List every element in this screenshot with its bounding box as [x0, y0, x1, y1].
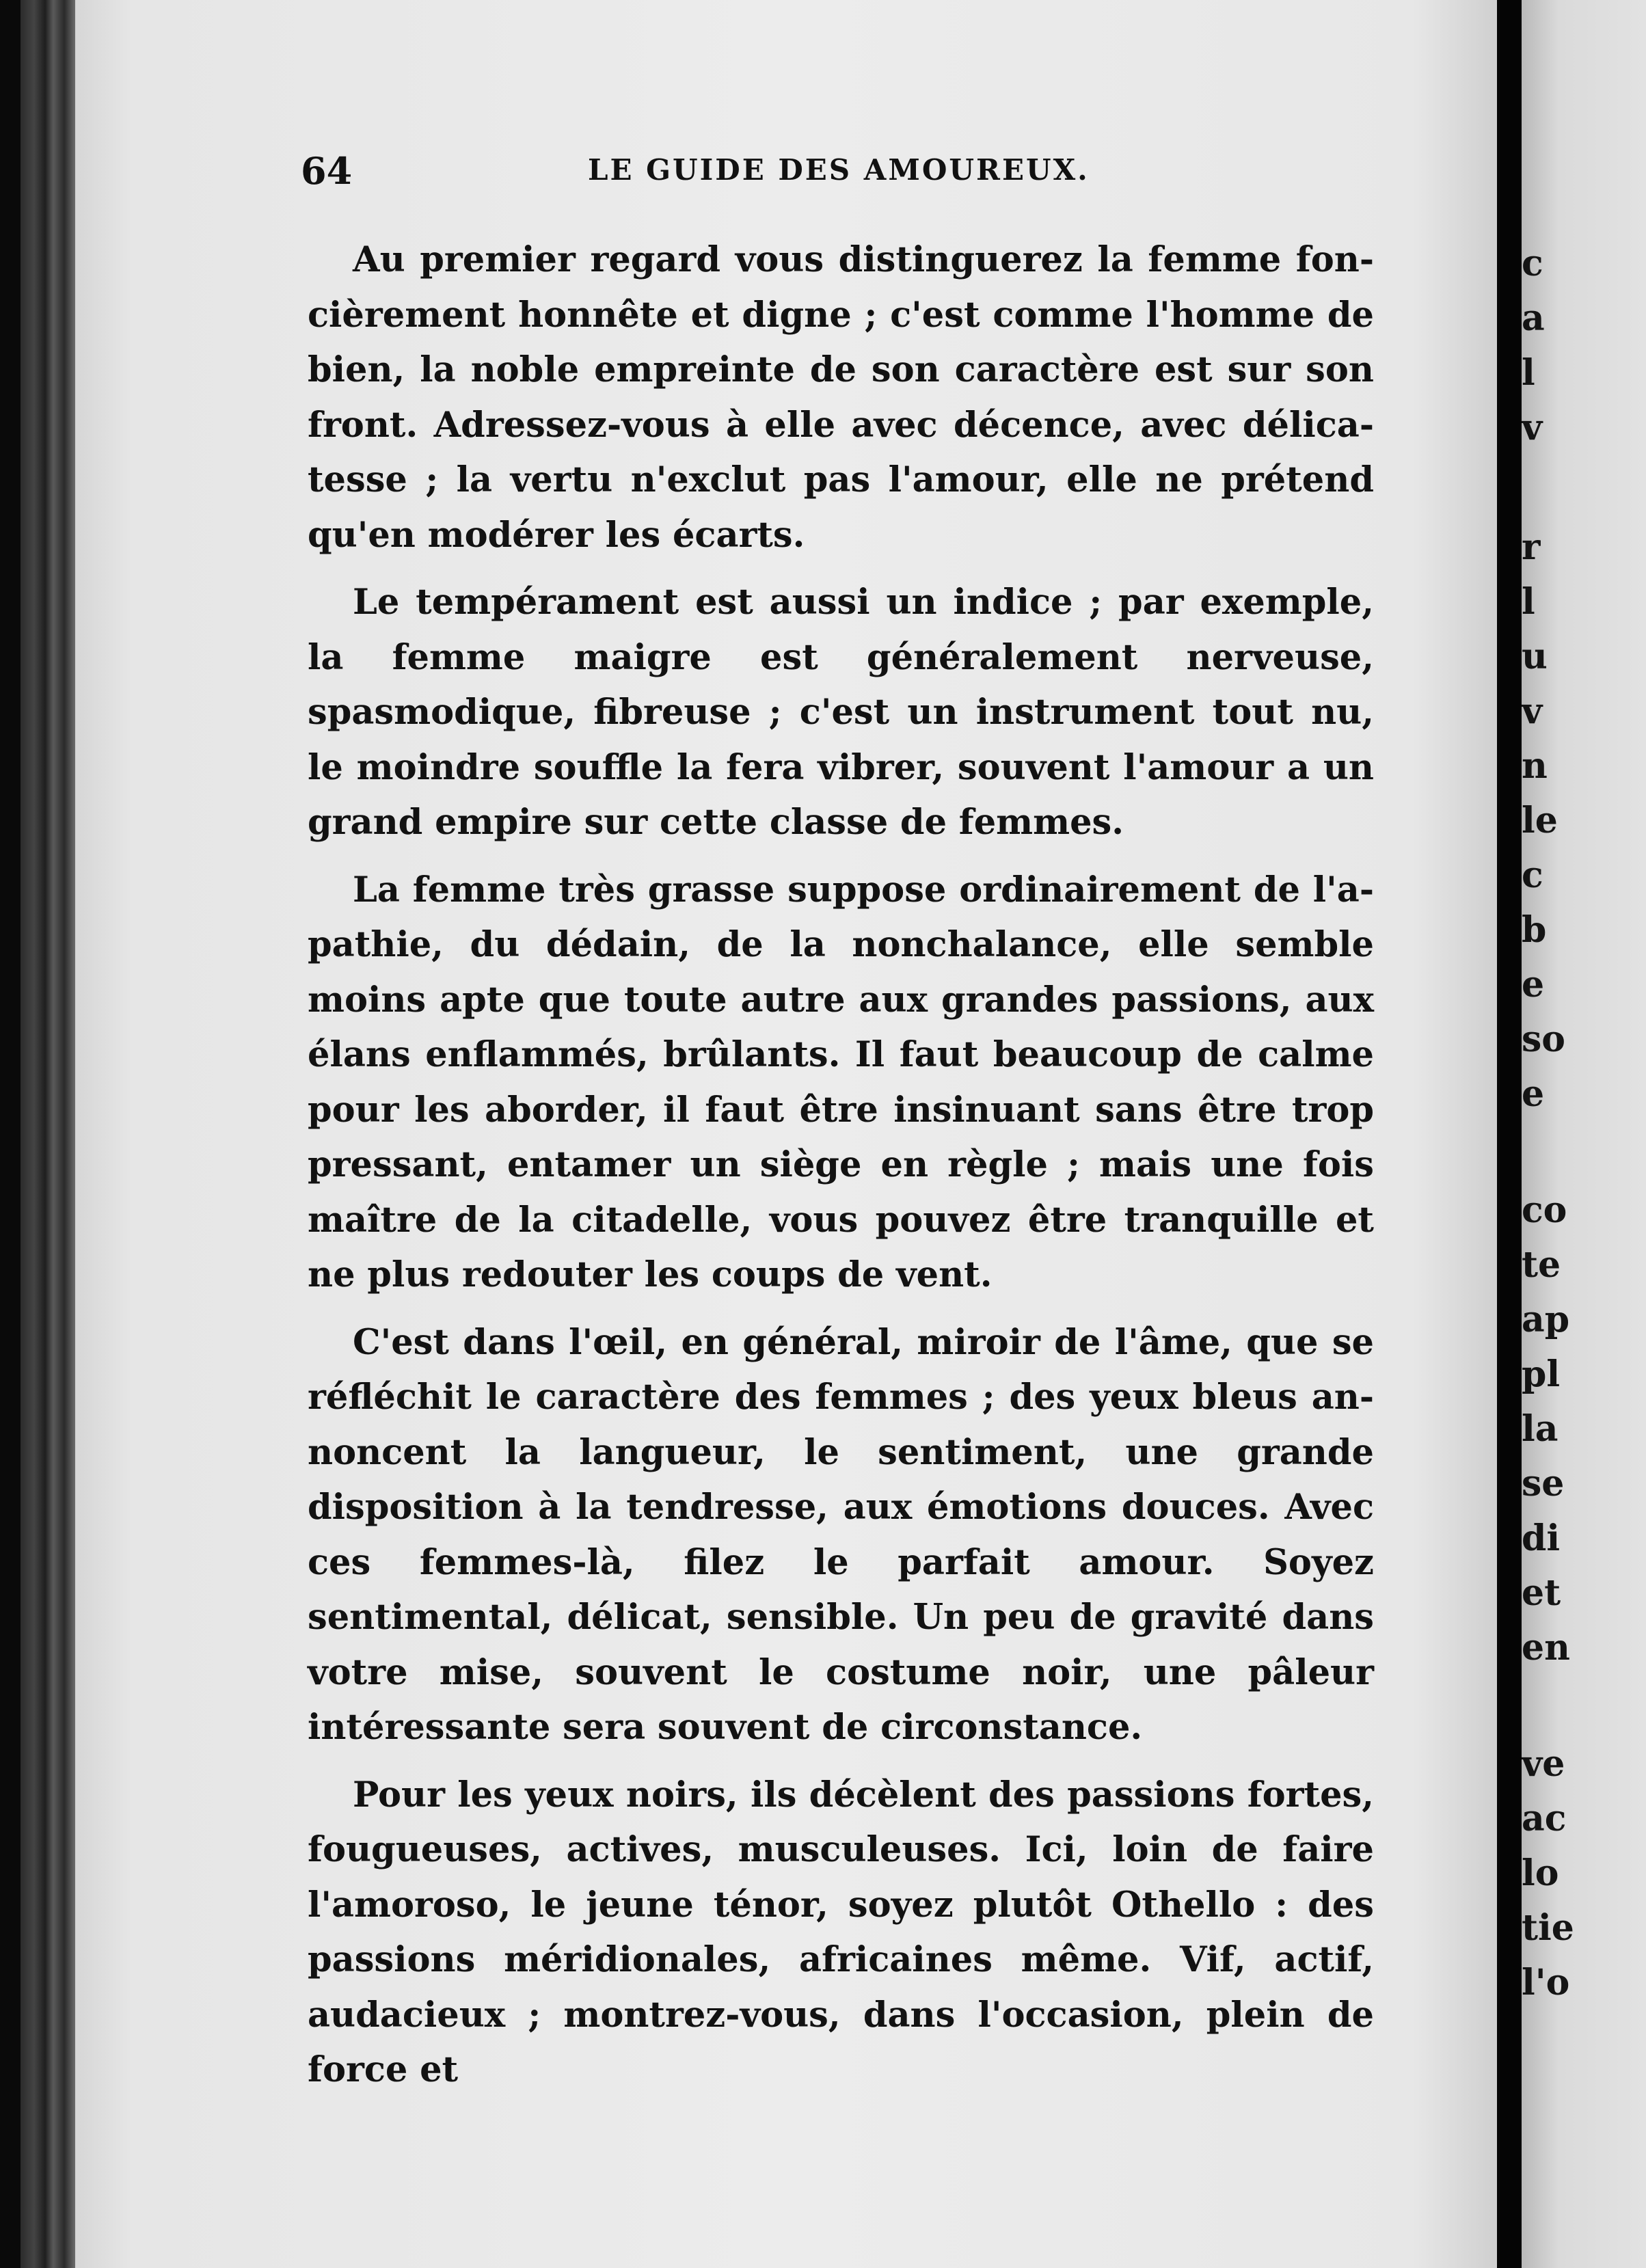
binding-gutter	[1497, 0, 1522, 2268]
paragraph: Le tempérament est aussi un indice ; par exemple, la femme maigre est généralement nerveuse, spasmodique, fibreuse ; c'est un instrument tout nu, le moindre souffle la fera vibrer, souvent l'amour a un grand empire sur cette classe de femmes.	[308, 582, 1374, 843]
paragraph: La femme très grasse suppose ordinairement de l'apathie, du dédain, de la nonchalance, elle semble moins apte que toute autre aux grandes passions, aux élans enflammés, brûlants. Il faut beaucoup de calme pour les aborder, il faut être insinuant sans être trop pressant, entamer un siège en règle ; mais une fois maître de la citadelle, vous pouvez être tranquille et ne plus redouter les coups de vent.	[308, 869, 1374, 1295]
next-page-fragment: a	[1522, 297, 1545, 339]
next-page-fragment: c	[1522, 243, 1543, 284]
next-page-fragment: pl	[1522, 1353, 1561, 1395]
next-page-fragment: l	[1522, 352, 1535, 394]
next-page-fragment: v	[1522, 690, 1543, 732]
paragraph: C'est dans l'œil, en général, miroir de l'âme, que se réfléchit le caractère des femmes ; des yeux bleus annoncent la langueur, le sentiment, une grande disposition à la tendresse, aux émotions douces. Avec ces femmes-là, filez le parfait amour. Soyez sentimental, délicat, sensible. Un peu de gravité dans votre mise, souvent le costume noir, une pâleur intéressante sera souvent de circonstance.	[308, 1321, 1374, 1748]
page-body-text	[308, 232, 1374, 2110]
next-page-fragment: u	[1522, 636, 1548, 677]
next-page-fragment: co	[1522, 1189, 1567, 1231]
next-page-fragment: tie	[1522, 1907, 1574, 1949]
next-page-fragment: v	[1522, 407, 1543, 448]
next-page-fragment: so	[1522, 1018, 1565, 1060]
page-stack-edge	[21, 0, 75, 2268]
next-page-fragment: ap	[1522, 1299, 1570, 1340]
page-number: 64	[301, 149, 353, 193]
next-page-fragment: c	[1522, 854, 1543, 896]
next-page-fragment: n	[1522, 745, 1548, 787]
next-page-fragment: di	[1522, 1517, 1561, 1559]
next-page-fragment: le	[1522, 800, 1558, 841]
next-page-fragment: l'o	[1522, 1962, 1570, 2003]
next-page-fragment: et	[1522, 1572, 1561, 1614]
running-title: LE GUIDE DES AMOUREUX.	[588, 153, 1090, 187]
next-page-fragment: en	[1522, 1627, 1570, 1669]
book-spine-shadow	[0, 0, 21, 2268]
next-page-fragment: l	[1522, 581, 1535, 623]
paragraph: Pour les yeux noirs, ils décèlent des passions fortes, fougueuses, actives, musculeuses. Ici, loin de faire l'amoroso, le jeune ténor, soyez plutôt Othello : des passions méridionales, africaines même. Vif, actif, audacieux ; montrez-vous, dans l'occasion, plein de force et	[308, 1774, 1374, 2090]
next-page-fragment: r	[1522, 526, 1541, 568]
next-page-fragment: te	[1522, 1244, 1561, 1286]
next-page-fragment: se	[1522, 1463, 1565, 1504]
page-header	[301, 149, 1381, 197]
next-page-fragment: e	[1522, 964, 1545, 1005]
next-page-fragment: ac	[1522, 1798, 1567, 1839]
next-page-fragment: b	[1522, 909, 1547, 951]
next-page-fragment: lo	[1522, 1852, 1559, 1894]
next-page-fragment: e	[1522, 1073, 1545, 1115]
paragraph: Au premier regard vous distinguerez la femme foncièrement honnête et digne ; c'est comme l'homme de bien, la noble empreinte de son caractère est sur son front. Adressez-vous à elle avec décence, avec délicatesse ; la vertu n'exclut pas l'amour, elle ne prétend qu'en modérer les écarts.	[308, 239, 1374, 556]
next-page-edge	[1522, 0, 1646, 2268]
next-page-fragment: ve	[1522, 1743, 1565, 1785]
next-page-fragment: la	[1522, 1408, 1559, 1450]
